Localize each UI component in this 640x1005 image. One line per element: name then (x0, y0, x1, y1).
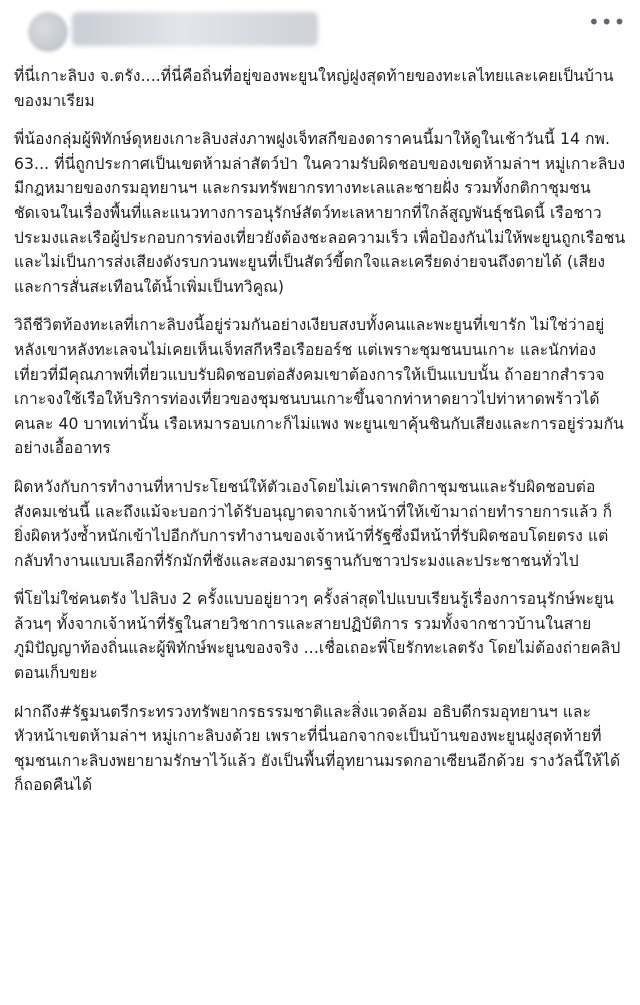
post-paragraph-5: พี่โยไม่ใช่คนตรัง ไปลิบง 2 ครั้งแบบอยู่ยาวๆ ครั้งล่าสุดไปแบบเรียนรู้เรื่องการอนุรักษ์พะยูนล้วนๆ ทั้งจากเจ้าหน้าที่รัฐในสายวิชาการและสายปฏิบัติการ รวมทั้งจากชาวบ้านในสายภูมิปัญญาท้องถิ่นและผู้พิทักษ์พะยูนของจริง ...เชื่อเถอะพี่โยรักทะเลตรัง โดยไม่ต้องถ่ายคลิปตอนเก็บขยะ (14, 590, 621, 683)
post-paragraph-4: ผิดหวังกับการทำงานที่หาประโยชน์ให้ตัวเองโดยไม่เคารพกติกาชุมชนและรับผิดชอบต่อสังคมเช่นนี้ และถึงแม้จะบอกว่าได้รับอนุญาตจากเจ้าหน้าที่ให้เข้ามาถ่ายทำรายการแล้ว ก็ยิ่งผิดหวังซ้ำหนักเข้าไปอีกกับการทำงานของเจ้าหน้าที่รัฐซึ่งมีหน้าที่รับผิดชอบโดยตรง แต่กลับทำงานแบบเลือกที่รักมักที่ชังและสองมาตรฐานกับชาวประมงและประชาชนทั่วไป (14, 477, 613, 570)
post-header (12, 0, 628, 64)
post-paragraph-3: วิถีชีวิตท้องทะเลที่เกาะลิบงนี้อยู่ร่วมกันอย่างเงียบสงบทั้งคนและพะยูนที่เขารัก ไม่ใช่ว่าอยู่หลังเขาหลังทะเลจนไม่เคยเห็นเจ็ทสกีหรือเรือยอร์ช แต่เพราะชุมชนบนเกาะ และนักท่องเที่ยวที่มีคุณภาพที่เที่ยวแบบรับผิดชอบต่อสังคมเขาต้องการให้เป็นแบบนั้น ถ้าอยากสำรวจเกาะจงใช้เรือให้บริการท่องเที่ยวของชุมชนบนเกาะขึ้นจากท่าหาดยาวไปท่าหาดพร้าวได้ คนละ 40 บาทเท่านั้น เรือเหมารอบเกาะก็ไม่แพง พะยูนเขาคุ้นชินกับเสียงและการอยู่ร่วมกันอย่างเอื้ออาทร (14, 316, 624, 458)
post-paragraph-1: ที่นี่เกาะลิบง จ.ตรัง....ที่นี่คือถิ่นที่อยู่ของพะยูนใหญ่ฝูงสุดท้ายของทะเลไทยและเคยเป็นบ้านของมาเรียม (14, 67, 614, 110)
author-avatar-blurred[interactable] (28, 12, 68, 52)
more-options-icon[interactable]: ••• (588, 10, 627, 34)
post-paragraph-6: ฝากถึง#รัฐมนตรีกระทรวงทรัพยากรธรรมชาติและสิ่งแวดล้อม อธิบดีกรมอุทยานฯ และหัวหน้าเขตห้ามล่าฯ หมู่เกาะลิบงด้วย เพราะที่นี่นอกจากจะเป็นบ้านของพะยูนฝูงสุดท้ายที่ชุมชนเกาะลิบงพยายามรักษาไว้แล้ว ยังเป็นพื้นที่อุทยานมรดกอาเซียนอีกด้วย รางวัลนี้ให้ได้ก็ถอดคืนได้ (14, 702, 621, 795)
post-text (12, 64, 628, 798)
author-name-blurred[interactable] (72, 12, 318, 46)
post-paragraph-2: พี่น้องกลุ่มผู้พิทักษ์ดุหยงเกาะลิบงส่งภาพฝูงเจ็ทสกีของดาราคนนี้มาให้ดูในเช้าวันนี้ 14 กพ. 63... ที่นี่ถูกประกาศเป็นเขตห้ามล่าสัตว์ป่า ในความรับผิดชอบของเขตห้ามล่าฯ หมู่เกาะลิบง มีกฎหมายของกรมอุทยานฯ และกรมทรัพยากรทางทะเลและชายฝั่ง รวมทั้งกติกาชุมชนชัดเจนในเรื่องพื้นที่และแนวทางการอนุรักษ์สัตว์ทะเลหายากที่ใกล้สูญพันธุ์ชนิดนี้ เรือชาวประมงและเรือผู้ประกอบการท่องเที่ยวยังต้องชะลอความเร็ว เพื่อป้องกันไม่ให้พะยูนถูกเรือชน และไม่เป็นการส่งเสียงดังรบกวนพะยูนที่เป็นสัตว์ขี้ตกใจและเครียดง่ายจนถึงตายได้ (เสียงและการสั่นสะเทือนใต้น้ำเพิ่มเป็นทวิคูณ) (14, 130, 626, 296)
